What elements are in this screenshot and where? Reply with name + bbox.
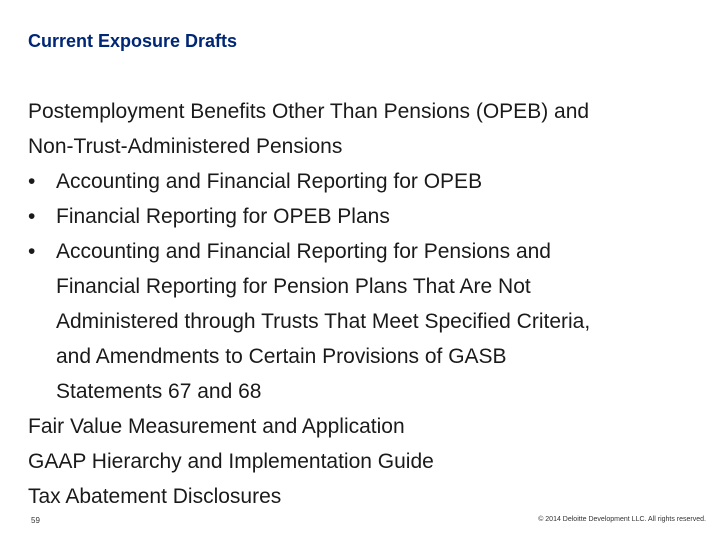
bullet-text-line: Statements 67 and 68: [56, 380, 262, 403]
bullet-text: Accounting and Financial Reporting for OPEB: [56, 170, 483, 193]
bullet-item-pensions: [28, 234, 708, 409]
bullet-item-opeb-accounting: [28, 164, 708, 199]
item-fair-value: Fair Value Measurement and Application: [28, 415, 405, 438]
bullet-icon: •: [28, 240, 36, 263]
item-gaap-hierarchy: GAAP Hierarchy and Implementation Guide: [28, 450, 434, 473]
slide-title: Current Exposure Drafts: [28, 31, 238, 51]
bullet-icon: •: [28, 205, 36, 228]
page-number: 59: [31, 516, 40, 525]
bullet-text-line: Administered through Trusts That Meet Specified Criteria,: [56, 310, 591, 333]
bullet-text-line: Accounting and Financial Reporting for Pensions and: [56, 240, 551, 263]
bullet-item-opeb-plans: [28, 199, 708, 234]
intro-line-1: Postemployment Benefits Other Than Pensions (OPEB) and: [28, 100, 590, 123]
bullet-text-line: and Amendments to Certain Provisions of GASB: [56, 345, 507, 368]
intro-line-2: Non-Trust-Administered Pensions: [28, 135, 343, 158]
bullet-text-line: Financial Reporting for Pension Plans That Are Not: [56, 275, 531, 298]
item-tax-abatement: Tax Abatement Disclosures: [28, 485, 282, 508]
bullet-text: Financial Reporting for OPEB Plans: [56, 205, 390, 228]
copyright-notice: © 2014 Deloitte Development LLC. All rights reserved.: [538, 516, 706, 523]
slide-content: [28, 94, 708, 514]
bullet-icon: •: [28, 170, 36, 193]
